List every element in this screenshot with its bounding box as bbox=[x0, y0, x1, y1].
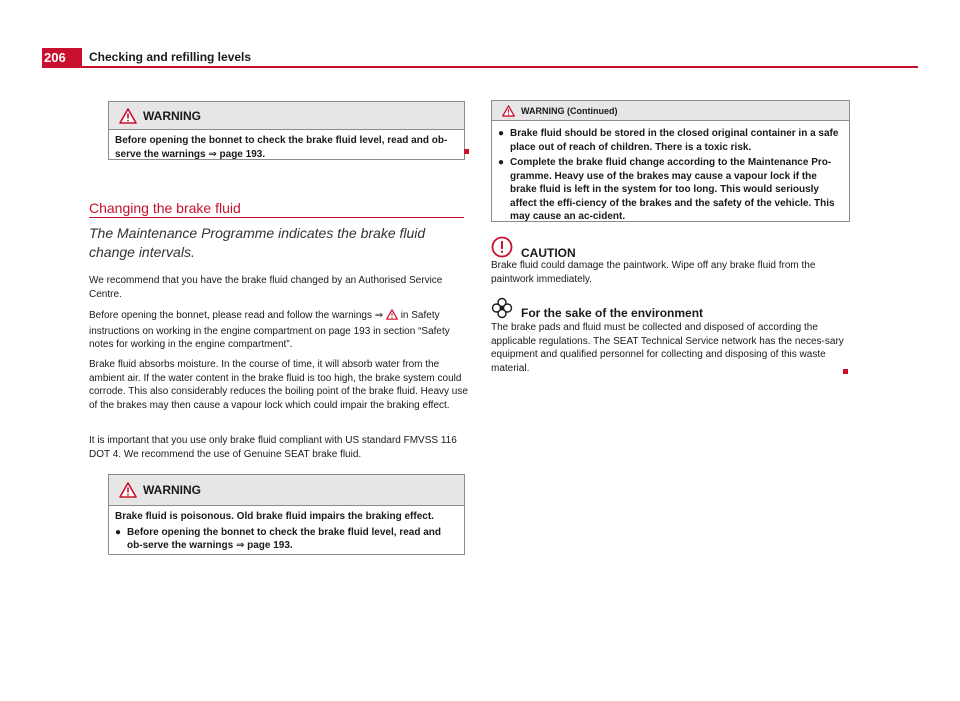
warning-bullet bbox=[498, 156, 843, 224]
warning-bullet-text: Complete the brake fluid change according to the Maintenance Pro-gramme. Heavy use of the brakes may cause a vapour lock if the brake fluid is left in the system for too long. This would seriously affect the effi-ciency of the brakes and the safety of the vehicle. This may cause an ac-cident. bbox=[510, 157, 835, 222]
bullet-dot-icon: ● bbox=[115, 526, 122, 538]
section-title: Changing the brake fluid bbox=[89, 200, 241, 216]
section-end-marker bbox=[464, 149, 469, 154]
warning-triangle-icon bbox=[502, 105, 515, 117]
warning-bullet-text: Before opening the bonnet to check the brake fluid level, read and ob-serve the warnings ⇒ page 193. bbox=[127, 526, 441, 551]
warning-text: Before opening the bonnet to check the brake fluid level, read and ob-serve the warnings ⇒ page 193. bbox=[115, 135, 448, 160]
warning-bullet-text: Brake fluid should be stored in the closed original container in a safe place out of reach of children. There is a toxic risk. bbox=[510, 128, 839, 153]
body-paragraph-2: Brake fluid absorbs moisture. In the course of time, it will absorb water from the ambient air. If the water content in the brake fluid is too high, the brake system could corrode. This also considerably reduces the boiling point of the brake fluid. Heavy use of the brakes may then cause a vapour lock which could impair the braking effect. bbox=[89, 359, 468, 411]
warning-box-bottom bbox=[108, 474, 465, 555]
caution-header bbox=[491, 236, 576, 261]
header-divider bbox=[42, 66, 918, 68]
warning-label: WARNING (Continued) bbox=[521, 105, 618, 116]
warning-box-top bbox=[108, 101, 465, 160]
section-intro: The Maintenance Programme indicates the brake fluid change intervals. bbox=[89, 225, 426, 260]
environment-flower-icon bbox=[491, 297, 513, 322]
body-paragraph-1: We recommend that you have the brake fluid changed by an Authorised Service Centre. bbox=[89, 275, 443, 300]
section-title-rule bbox=[89, 217, 464, 218]
section-end-marker bbox=[843, 369, 848, 374]
environment-label: For the sake of the environment bbox=[521, 305, 704, 320]
warning-box-header bbox=[109, 475, 464, 506]
warning-box-header bbox=[109, 102, 464, 130]
caution-text: Brake fluid could damage the paintwork. Wipe off any brake fluid from the paintwork immediately. bbox=[491, 260, 816, 285]
warning-bullet bbox=[115, 526, 458, 553]
warning-box-header bbox=[492, 101, 849, 121]
body-paragraph-safety bbox=[89, 309, 469, 352]
warning-body bbox=[492, 121, 849, 228]
body-paragraph-3: It is important that you use only brake fluid compliant with US standard FMVSS 116 DOT 4. We recommend the use of Genuine SEAT brake fluid. bbox=[89, 435, 457, 460]
warning-body bbox=[109, 506, 464, 557]
warning-label: WARNING bbox=[143, 483, 201, 497]
caution-label: CAUTION bbox=[521, 245, 576, 260]
safety-text-after: in Safety instructions on working in the engine compartment on page 193 in section “Safety notes for working in the engine compartment”. bbox=[89, 310, 450, 350]
warning-box-continued bbox=[491, 100, 850, 222]
warning-triangle-icon bbox=[119, 482, 137, 498]
bullet-dot-icon: ● bbox=[498, 128, 505, 139]
warning-triangle-icon bbox=[119, 108, 137, 124]
warning-triangle-inline-icon bbox=[386, 309, 398, 325]
environment-text: The brake pads and fluid must be collected and disposed of according the applicable regulations. The SEAT Technical Service network has the neces-sary equipment and qualified personnel for collecting and disposing of this waste material. bbox=[491, 322, 844, 374]
running-header-title: Checking and refilling levels bbox=[89, 50, 252, 64]
environment-header bbox=[491, 297, 703, 322]
bullet-dot-icon: ● bbox=[498, 157, 505, 168]
safety-text-before: Before opening the bonnet, please read and follow the warnings ⇒ bbox=[89, 310, 384, 321]
warning-line: Brake fluid is poisonous. Old brake fluid impairs the braking effect. bbox=[115, 511, 434, 522]
warning-bullet bbox=[498, 127, 843, 154]
warning-label: WARNING bbox=[143, 108, 201, 123]
caution-exclamation-icon bbox=[491, 236, 513, 261]
page-number: 206 bbox=[42, 48, 82, 68]
